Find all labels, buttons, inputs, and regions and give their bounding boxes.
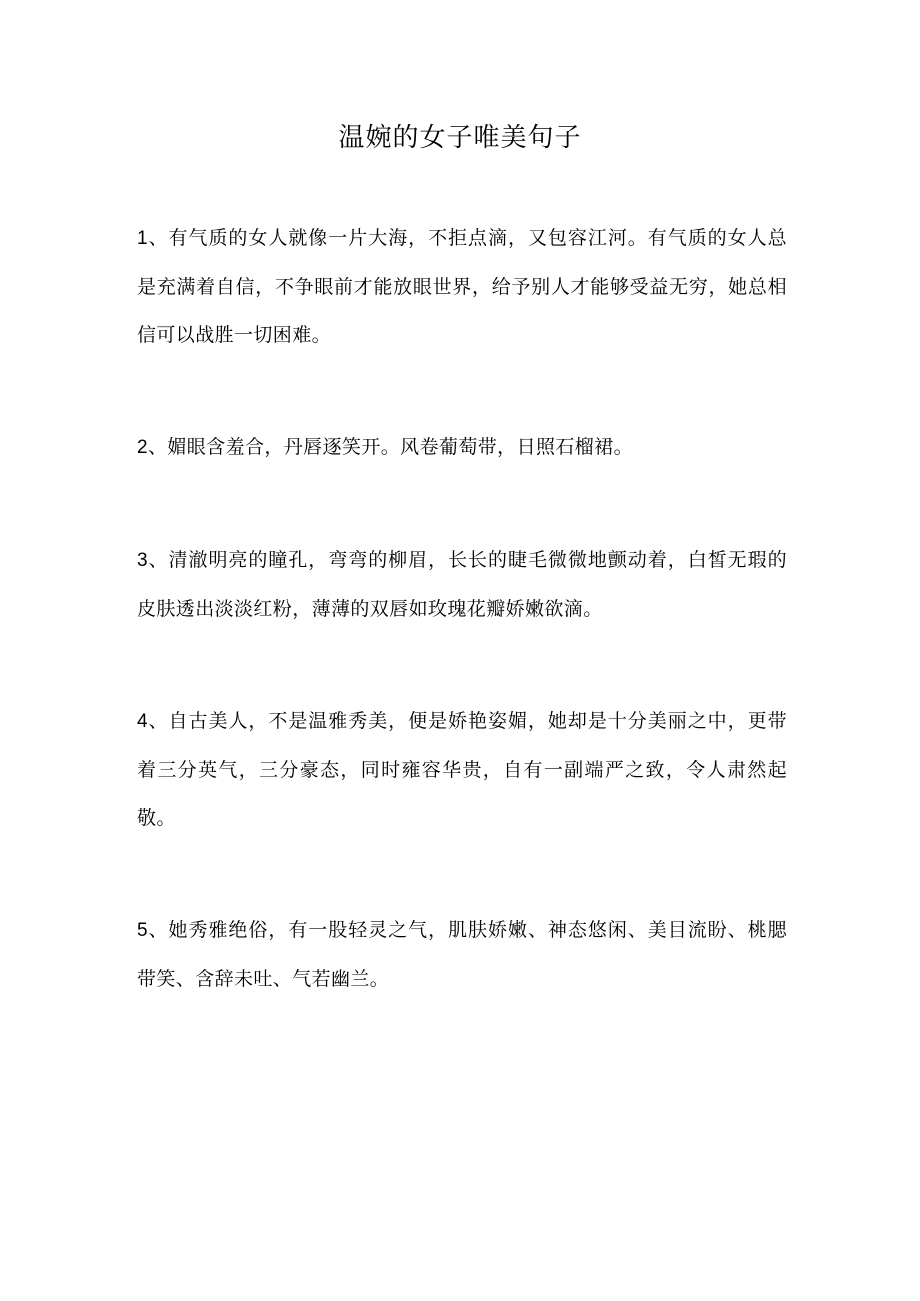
paragraph-number: 5 xyxy=(137,920,148,941)
document-title: 温婉的女子唯美句子 xyxy=(338,123,582,153)
paragraph-text: 、清澈明亮的瞳孔，弯弯的柳眉，长长的睫毛微微地颤动着，白皙无瑕的皮肤透出淡淡红粉，薄薄的双唇如玫瑰花瓣娇嫩欲滴。 xyxy=(137,549,787,620)
paragraph-text: 、自古美人，不是温雅秀美，便是娇艳姿媚，她却是十分美丽之中，更带着三分英气，三分豪态，同时雍容华贵，自有一副端严之致，令人肃然起敬。 xyxy=(137,710,787,829)
paragraph-3 xyxy=(137,536,787,633)
paragraph-5 xyxy=(137,906,787,1003)
document-body xyxy=(137,214,787,1067)
paragraph-number: 2 xyxy=(137,437,148,458)
paragraph-1 xyxy=(137,214,787,359)
paragraph-number: 4 xyxy=(137,711,148,732)
paragraph-text: 、她秀雅绝俗，有一股轻灵之气，肌肤娇嫩、神态悠闲、美目流盼、桃腮带笑、含辞未吐、气若幽兰。 xyxy=(137,919,787,990)
paragraph-text: 、有气质的女人就像一片大海，不拒点滴，又包容江河。有气质的女人总是充满着自信，不争眼前才能放眼世界，给予别人才能够受益无穷，她总相信可以战胜一切困难。 xyxy=(137,227,787,346)
paragraph-number: 3 xyxy=(137,550,148,571)
paragraph-4 xyxy=(137,697,787,842)
paragraph-2 xyxy=(137,423,787,472)
paragraph-text: 、媚眼含羞合，丹唇逐笑开。风卷葡萄带，日照石榴裙。 xyxy=(147,436,633,458)
paragraph-number: 1 xyxy=(137,228,148,249)
